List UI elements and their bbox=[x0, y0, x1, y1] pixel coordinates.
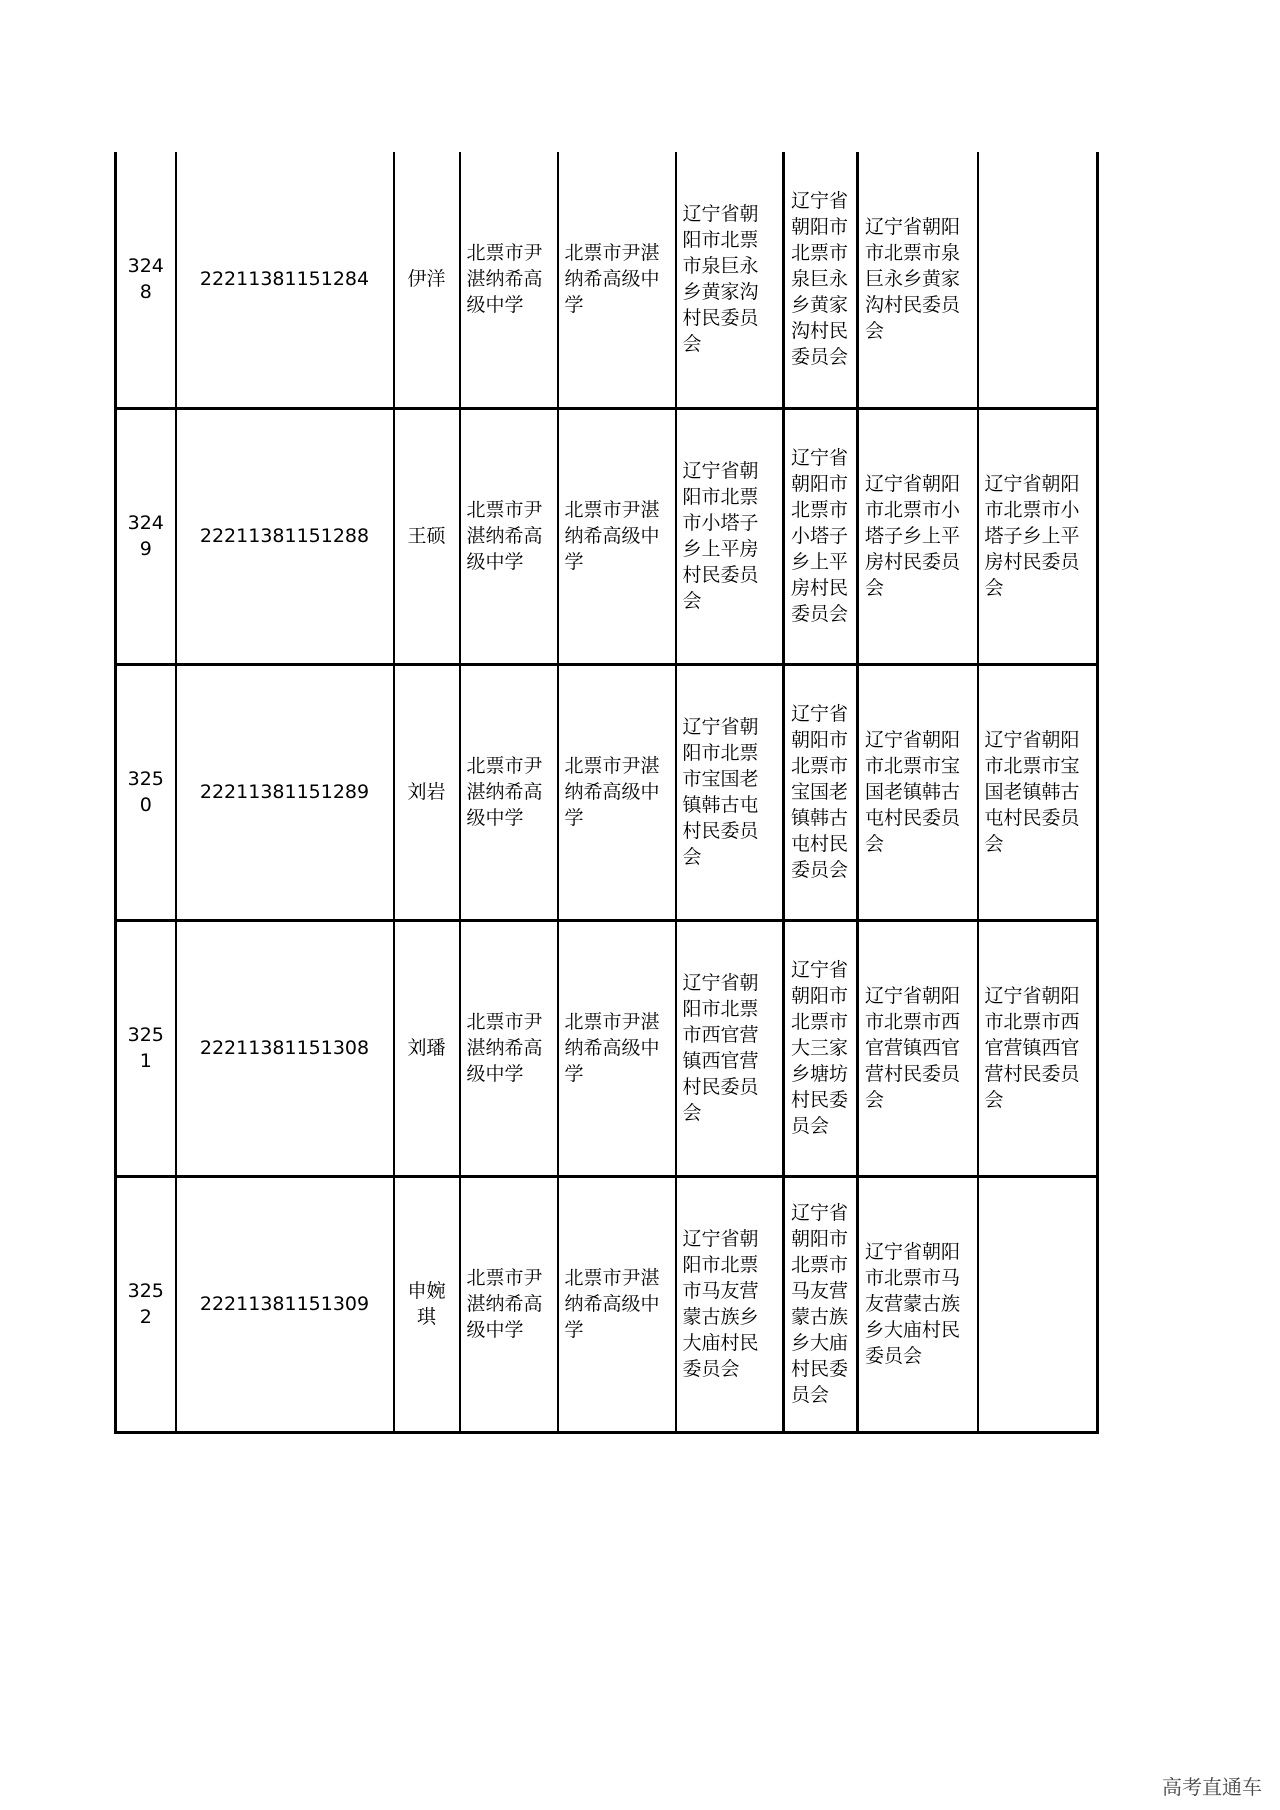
addr2-cell: 辽宁省朝阳市北票市宝国老镇韩古屯村民委员会 bbox=[784, 664, 858, 920]
school2-cell: 北票市尹湛纳希高级中学 bbox=[558, 920, 676, 1176]
addr3-cell: 辽宁省朝阳市北票市西官营镇西官营村民委员会 bbox=[858, 920, 978, 1176]
name-cell: 刘岩 bbox=[394, 664, 460, 920]
addr1-cell: 辽宁省朝阳市北票市泉巨永乡黄家沟村民委员会 bbox=[676, 152, 784, 408]
addr3-cell: 辽宁省朝阳市北票市小塔子乡上平房村民委员会 bbox=[858, 408, 978, 664]
id-cell: 22211381151284 bbox=[176, 152, 394, 408]
table-body bbox=[116, 152, 1098, 1432]
addr1-cell: 辽宁省朝阳市北票市西官营镇西官营村民委员会 bbox=[676, 920, 784, 1176]
school-cell: 北票市尹湛纳希高级中学 bbox=[460, 1176, 558, 1432]
table-row bbox=[116, 408, 1098, 664]
addr3-cell: 辽宁省朝阳市北票市宝国老镇韩古屯村民委员会 bbox=[858, 664, 978, 920]
addr4-cell: 辽宁省朝阳市北票市宝国老镇韩古屯村民委员会 bbox=[978, 664, 1098, 920]
seq-cell: 3250 bbox=[116, 664, 176, 920]
addr1-cell: 辽宁省朝阳市北票市马友营蒙古族乡大庙村民委员会 bbox=[676, 1176, 784, 1432]
id-cell: 22211381151308 bbox=[176, 920, 394, 1176]
addr4-cell bbox=[978, 1176, 1098, 1432]
student-table bbox=[114, 152, 1099, 1434]
school2-cell: 北票市尹湛纳希高级中学 bbox=[558, 664, 676, 920]
addr2-cell: 辽宁省朝阳市北票市小塔子乡上平房村民委员会 bbox=[784, 408, 858, 664]
id-cell: 22211381151288 bbox=[176, 408, 394, 664]
school-cell: 北票市尹湛纳希高级中学 bbox=[460, 664, 558, 920]
addr4-cell: 辽宁省朝阳市北票市小塔子乡上平房村民委员会 bbox=[978, 408, 1098, 664]
id-cell: 22211381151309 bbox=[176, 1176, 394, 1432]
name-cell: 伊洋 bbox=[394, 152, 460, 408]
watermark-text: 高考直通车 bbox=[1162, 1775, 1262, 1799]
name-cell: 刘璠 bbox=[394, 920, 460, 1176]
school-cell: 北票市尹湛纳希高级中学 bbox=[460, 920, 558, 1176]
seq-cell: 3252 bbox=[116, 1176, 176, 1432]
school-cell: 北票市尹湛纳希高级中学 bbox=[460, 408, 558, 664]
addr2-cell: 辽宁省朝阳市北票市泉巨永乡黄家沟村民委员会 bbox=[784, 152, 858, 408]
addr4-cell: 辽宁省朝阳市北票市西官营镇西官营村民委员会 bbox=[978, 920, 1098, 1176]
addr1-cell: 辽宁省朝阳市北票市小塔子乡上平房村民委员会 bbox=[676, 408, 784, 664]
addr3-cell: 辽宁省朝阳市北票市马友营蒙古族乡大庙村民委员会 bbox=[858, 1176, 978, 1432]
seq-cell: 3248 bbox=[116, 152, 176, 408]
seq-cell: 3251 bbox=[116, 920, 176, 1176]
school2-cell: 北票市尹湛纳希高级中学 bbox=[558, 408, 676, 664]
table-row bbox=[116, 1176, 1098, 1432]
table-row bbox=[116, 664, 1098, 920]
addr1-cell: 辽宁省朝阳市北票市宝国老镇韩古屯村民委员会 bbox=[676, 664, 784, 920]
seq-cell: 3249 bbox=[116, 408, 176, 664]
name-cell: 王硕 bbox=[394, 408, 460, 664]
id-cell: 22211381151289 bbox=[176, 664, 394, 920]
school2-cell: 北票市尹湛纳希高级中学 bbox=[558, 152, 676, 408]
school-cell: 北票市尹湛纳希高级中学 bbox=[460, 152, 558, 408]
addr2-cell: 辽宁省朝阳市北票市大三家乡塘坊村民委员会 bbox=[784, 920, 858, 1176]
school2-cell: 北票市尹湛纳希高级中学 bbox=[558, 1176, 676, 1432]
table-row bbox=[116, 920, 1098, 1176]
addr2-cell: 辽宁省朝阳市北票市马友营蒙古族乡大庙村民委员会 bbox=[784, 1176, 858, 1432]
name-cell: 申婉琪 bbox=[394, 1176, 460, 1432]
addr3-cell: 辽宁省朝阳市北票市泉巨永乡黄家沟村民委员会 bbox=[858, 152, 978, 408]
table-row bbox=[116, 152, 1098, 408]
addr4-cell bbox=[978, 152, 1098, 408]
